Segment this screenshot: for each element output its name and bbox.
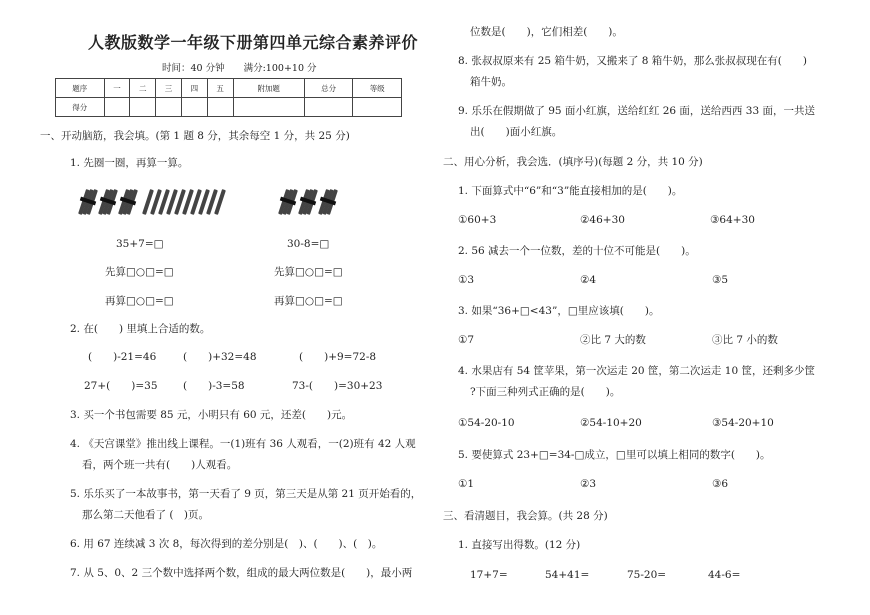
score-cell[interactable] <box>207 98 233 117</box>
score-header-cell: 二 <box>130 79 156 98</box>
score-cell[interactable] <box>353 98 402 117</box>
s1-question-7-line1: 7. 从 5、0、2 三个数中选择两个数，组成的最大两位数是( )，最小两 <box>70 567 413 579</box>
score-header-cell: 一 <box>104 79 130 98</box>
s2-q4-option[interactable]: ③54-20+10 <box>712 417 774 429</box>
score-cell[interactable] <box>304 98 353 117</box>
s2-question-1: 1. 下面算式中“6”和“3”能直接相加的是( )。 <box>458 185 683 197</box>
score-cell[interactable] <box>233 98 304 117</box>
s2-q5-option[interactable]: ③6 <box>712 478 729 490</box>
s1-question-9-line1: 9. 乐乐在假期做了 95 面小红旗，送给红红 26 面，送给西西 33 面，一共送 <box>458 105 815 117</box>
s2-q3-option[interactable]: ②比 7 大的数 <box>580 334 646 346</box>
s1-question-2: 2. 在( ) 里填上合适的数。 <box>70 323 211 335</box>
s1-q1-right-first-step: 先算□○□=□ <box>274 266 343 278</box>
section2-heading: 二、用心分析，我会选．(填序号)(每题 2 分，共 10 分) <box>443 156 703 168</box>
s2-q1-option[interactable]: ③64+30 <box>710 214 755 226</box>
s2-q2-option[interactable]: ①3 <box>458 274 475 286</box>
score-header-cell: 等级 <box>353 79 402 98</box>
s1-q2-blank[interactable]: ( )+9=72-8 <box>299 351 377 363</box>
s1-q2-blank[interactable]: 73-( )=30+23 <box>292 380 383 392</box>
s1-question-9-line2: 出( )面小红旗。 <box>470 126 563 138</box>
s2-question-2: 2. 56 减去一个一位数，差的十位不可能是( )。 <box>458 245 696 257</box>
s1-question-8-line1: 8. 张叔叔原来有 25 箱牛奶，又搬来了 8 箱牛奶，那么张叔叔现在有( ) <box>458 55 807 67</box>
s2-q3-option[interactable]: ③比 7 小的数 <box>712 334 778 346</box>
score-row-label: 得分 <box>56 98 105 117</box>
score-cell[interactable] <box>130 98 156 117</box>
s2-q4-option[interactable]: ①54-20-10 <box>458 417 515 429</box>
s2-question-4-line1: 4. 水果店有 54 筐苹果，第一次运走 20 筐，第二次运走 10 筐，还剩多少筐 <box>458 365 815 377</box>
s1-question-4-line1: 4. 《天宫课堂》推出线上课程。一(1)班有 36 人观看，一(2)班有 42 人观 <box>70 438 416 450</box>
s1-q2-blank[interactable]: ( )-3=58 <box>183 380 245 392</box>
s1-q1-right-equation: 30-8=□ <box>287 238 330 250</box>
s3-q1-item[interactable]: 44-6= <box>708 569 741 581</box>
score-header-cell: 题序 <box>56 79 105 98</box>
s1-q2-blank[interactable]: ( )+32=48 <box>183 351 257 363</box>
s2-question-4-line2: ?下面三种列式正确的是( )。 <box>470 386 621 398</box>
s1-q1-right-then-step: 再算□○□=□ <box>274 295 343 307</box>
section3-heading: 三、看清题目，我会算。(共 28 分) <box>443 510 608 522</box>
page-subtitle: 时间：40 分钟 满分:100+10 分 <box>162 63 317 74</box>
s2-q1-option[interactable]: ②46+30 <box>580 214 625 226</box>
score-table-header-row <box>56 79 402 98</box>
score-header-cell: 五 <box>207 79 233 98</box>
s1-question-3: 3. 买一个书包需要 85 元，小明只有 60 元，还差( )元。 <box>70 409 353 421</box>
s2-q5-option[interactable]: ①1 <box>458 478 475 490</box>
s1-q1-left-equation: 35+7=□ <box>116 238 164 250</box>
score-cell[interactable] <box>181 98 207 117</box>
s2-question-3: 3. 如果“36+□<43”，□里应该填( )。 <box>458 305 660 317</box>
s1-question-5-line2: 那么第二天他看了 ( )页。 <box>82 509 210 521</box>
score-cell[interactable] <box>104 98 130 117</box>
s3-q1-item[interactable]: 75-20= <box>627 569 667 581</box>
score-table <box>55 78 402 117</box>
s2-q2-option[interactable]: ②4 <box>580 274 597 286</box>
s1-q1-left-first-step: 先算□○□=□ <box>105 266 174 278</box>
s1-q2-blank[interactable]: ( )-21=46 <box>88 351 157 363</box>
s1-question-4-line2: 看，两个班一共有( )人观看。 <box>82 459 238 471</box>
s2-question-5: 5. 要使算式 23+□=34-□成立，□里可以填上相同的数字( )。 <box>458 449 771 461</box>
score-table-score-row <box>56 98 402 117</box>
s3-q1-item[interactable]: 54+41= <box>545 569 590 581</box>
s1-q1-left-then-step: 再算□○□=□ <box>105 295 174 307</box>
s1-q2-blank[interactable]: 27+( )=35 <box>84 380 158 392</box>
s1-question-7-line2: 位数是( )，它们相差( )。 <box>470 26 623 38</box>
score-header-cell: 总分 <box>304 79 353 98</box>
score-header-cell: 附加题 <box>233 79 304 98</box>
score-header-cell: 四 <box>181 79 207 98</box>
s2-q5-option[interactable]: ②3 <box>580 478 597 490</box>
s1-question-5-line1: 5. 乐乐买了一本故事书，第一天看了 9 页，第三天是从第 21 页开始看的， <box>70 488 422 500</box>
s3-question-1: 1. 直接写出得数。(12 分) <box>458 539 581 551</box>
sticks-bundle-right <box>278 187 388 213</box>
s1-question-6: 6. 用 67 连续减 3 次 8，每次得到的差分别是( )、( )、( )。 <box>70 538 383 550</box>
page-title: 人教版数学一年级下册第四单元综合素养评价 <box>88 33 419 52</box>
s2-q1-option[interactable]: ①60+3 <box>458 214 497 226</box>
section1-heading: 一、开动脑筋，我会填。(第 1 题 8 分，其余每空 1 分，共 25 分) <box>40 130 350 142</box>
s2-q3-option[interactable]: ①7 <box>458 334 475 346</box>
s3-q1-item[interactable]: 17+7= <box>470 569 508 581</box>
score-cell[interactable] <box>156 98 182 117</box>
score-header-cell: 三 <box>156 79 182 98</box>
s2-q2-option[interactable]: ③5 <box>712 274 729 286</box>
s1-question-8-line2: 箱牛奶。 <box>470 76 512 88</box>
sticks-bundle-left <box>78 187 228 213</box>
s1-question-1: 1. 先圈一圈，再算一算。 <box>70 157 189 169</box>
s2-q4-option[interactable]: ②54-10+20 <box>580 417 642 429</box>
